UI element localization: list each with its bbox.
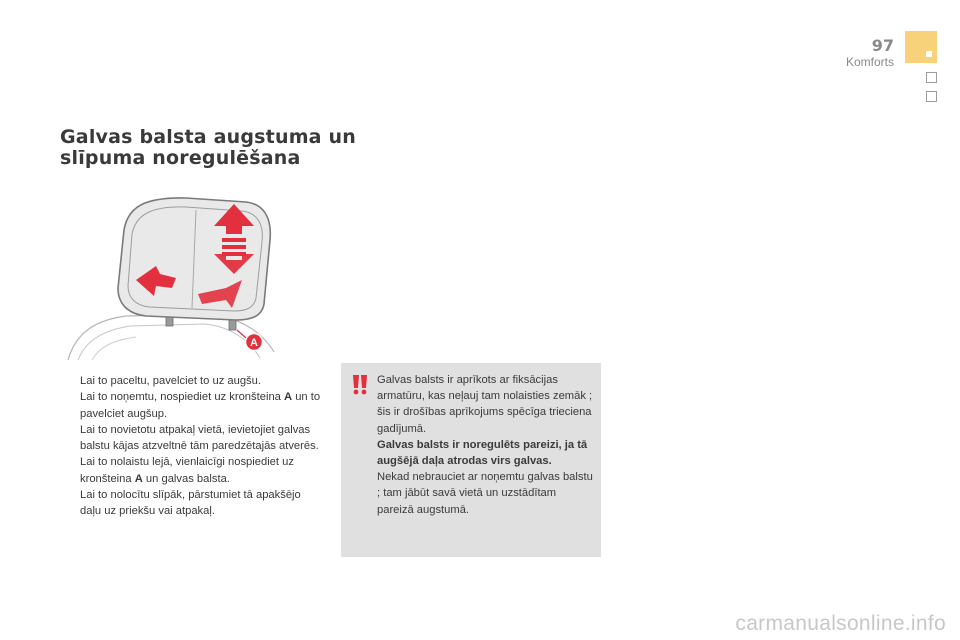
seat-contour-2 xyxy=(92,337,136,360)
watermark: carmanualsonline.info xyxy=(735,612,946,635)
section-tab-2[interactable] xyxy=(926,72,937,83)
warning-icon xyxy=(351,373,369,395)
instruction-item xyxy=(60,454,322,487)
instruction-text: Lai to paceltu, pavelciet to uz augšu. xyxy=(80,375,261,387)
title-line-2: slīpuma noregulēšana xyxy=(60,147,301,169)
instruction-text: un galvas balsta. xyxy=(142,472,230,485)
headrest-diagram xyxy=(66,192,276,360)
section-name: Komforts xyxy=(845,55,894,69)
instruction-ref-a: A xyxy=(134,472,143,485)
page-number: 97 xyxy=(871,36,894,55)
instruction-text: Lai to nolaistu lejā, vienlaicīgi nospiediet uz kronšteina xyxy=(80,456,294,485)
instruction-text: Lai to novietotu atpakaļ vietā, ievietojiet galvas balstu kājas atzveltnē tām paredzētajās atverēs. xyxy=(80,423,319,453)
page-title xyxy=(60,127,360,169)
instruction-item xyxy=(60,389,322,422)
callout-a-leader xyxy=(237,330,246,338)
warning-box xyxy=(341,363,601,557)
title-line-1: Galvas balsta augstuma un xyxy=(60,126,356,148)
warning-intro: Galvas balsts ir aprīkots ar fiksācijas armatūru, kas neļauj tam nolaisties zemāk ; šis ir drošības aprīkojums spēcīga trieciena gadījumā. xyxy=(377,374,593,435)
warning-emphasis: Galvas balsts ir noregulēts pareizi, ja tā augšējā daļa atrodas virs galvas. xyxy=(377,438,588,468)
warning-outro: Nekad nebrauciet ar noņemtu galvas balstu ; tam jābūt savā vietā un uzstādītam pareizā augstumā. xyxy=(377,471,593,516)
section-tab-active[interactable] xyxy=(905,31,937,63)
instruction-list xyxy=(60,373,322,520)
tab-marker xyxy=(926,51,932,57)
instruction-item xyxy=(60,373,322,389)
section-tab-3[interactable] xyxy=(926,91,937,102)
instruction-item xyxy=(60,487,322,520)
instruction-text: Lai to nolocītu slīpāk, pārstumiet tā apakšējo daļu uz priekšu vai atpakaļ. xyxy=(80,489,301,518)
instruction-text: Lai to noņemtu, nospiediet uz kronšteina xyxy=(80,391,284,404)
callout-a-label: A xyxy=(250,337,258,349)
arrow-stripe-2 xyxy=(222,245,246,249)
instruction-item xyxy=(60,422,322,455)
warning-text xyxy=(377,372,593,518)
instruction-text: un to pavelciet augšup. xyxy=(80,391,321,420)
headrest-illustration xyxy=(66,192,276,360)
instruction-ref-a: A xyxy=(284,391,293,404)
arrow-stripe-1 xyxy=(222,238,246,242)
